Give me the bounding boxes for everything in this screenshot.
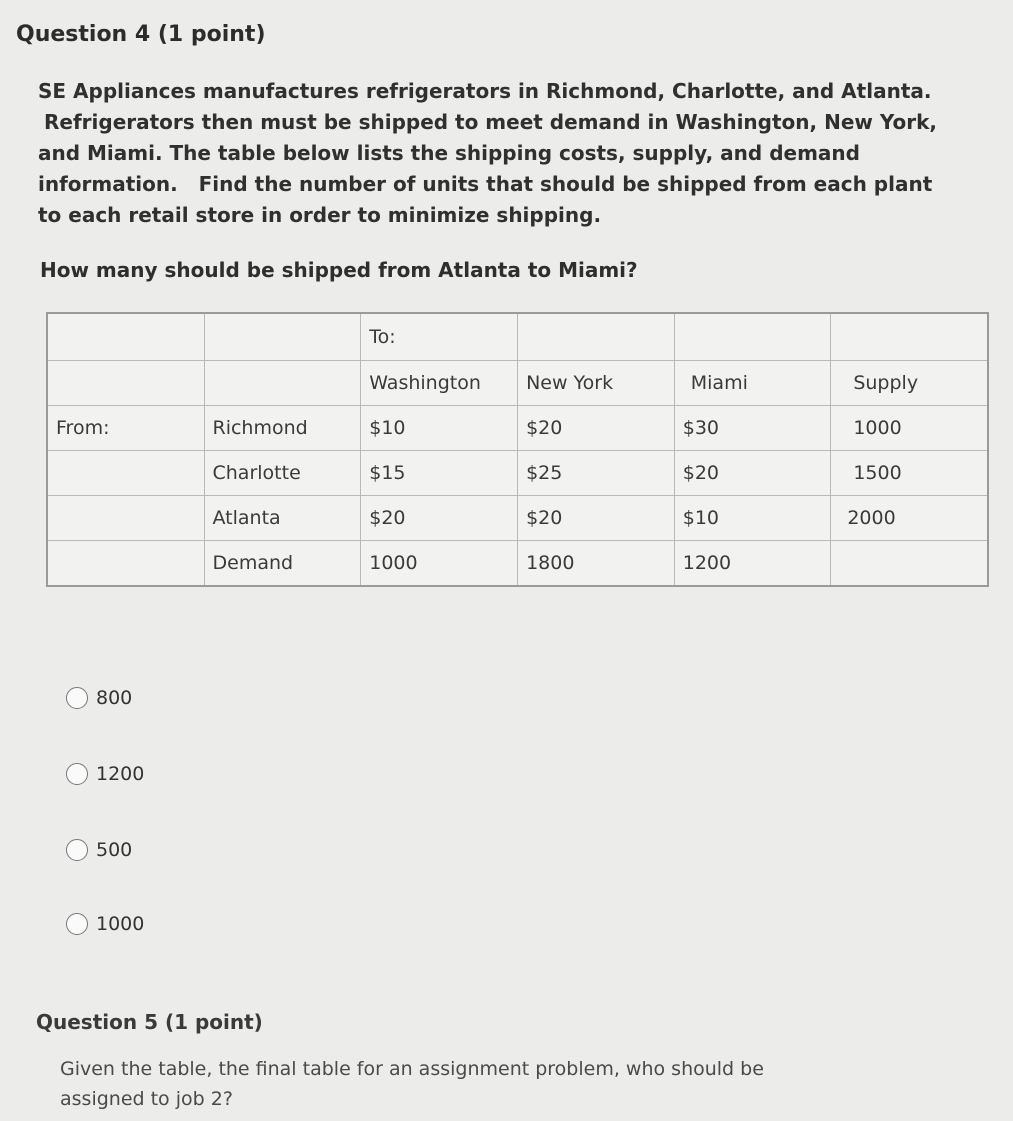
- question-4-body-line: Refrigerators then must be shipped to meet demand in Washington, New York,: [44, 110, 937, 134]
- table-cell-empty: [47, 541, 204, 587]
- question-4-body: [38, 76, 988, 231]
- table-cell-empty: [204, 313, 361, 361]
- question-5-body: [60, 1054, 960, 1114]
- row-label-demand: Demand: [204, 541, 361, 587]
- question-4-title: Question 4 (1 point): [16, 22, 266, 47]
- demand-cell: 1000: [361, 541, 518, 587]
- answer-option[interactable]: [66, 909, 144, 939]
- demand-cell: 1200: [674, 541, 831, 587]
- question-4-body-line: information. Find the number of units that should be shipped from each plant: [38, 172, 933, 196]
- radio-button[interactable]: [66, 763, 88, 785]
- question-4-prompt: How many should be shipped from Atlanta to Miami?: [40, 258, 638, 282]
- supply-cell: 2000: [831, 496, 988, 541]
- table-cell-empty: [831, 541, 988, 587]
- answer-option-label: 500: [96, 839, 133, 861]
- supply-cell: 1000: [831, 406, 988, 451]
- answer-option-label: 1000: [96, 913, 145, 935]
- table-cell-empty: [518, 313, 675, 361]
- answer-option-label: 800: [96, 687, 133, 709]
- cost-cell: $15: [361, 451, 518, 496]
- cost-cell: $20: [361, 496, 518, 541]
- table-cell-empty: [674, 313, 831, 361]
- cost-cell: $20: [674, 451, 831, 496]
- shipping-cost-table: [46, 312, 989, 587]
- cost-cell: $20: [518, 406, 675, 451]
- question-5-body-line: Given the table, the final table for an assignment problem, who should be: [60, 1058, 764, 1080]
- radio-button[interactable]: [66, 687, 88, 709]
- question-4-body-line: and Miami. The table below lists the shipping costs, supply, and demand: [38, 141, 860, 165]
- cost-cell: $30: [674, 406, 831, 451]
- column-header-supply: Supply: [831, 361, 988, 406]
- cost-cell: $25: [518, 451, 675, 496]
- supply-cell: 1500: [831, 451, 988, 496]
- column-header-new-york: New York: [518, 361, 675, 406]
- table-cell-empty: [47, 496, 204, 541]
- row-label-plant: Charlotte: [204, 451, 361, 496]
- cost-cell: $10: [361, 406, 518, 451]
- row-label-plant: Atlanta: [204, 496, 361, 541]
- table-header-row: [47, 361, 988, 406]
- demand-cell: 1800: [518, 541, 675, 587]
- row-label-plant: Richmond: [204, 406, 361, 451]
- answer-option[interactable]: [66, 683, 132, 713]
- cost-cell: $20: [518, 496, 675, 541]
- table-row: [47, 451, 988, 496]
- column-header-miami: Miami: [674, 361, 831, 406]
- table-cell-empty: [47, 313, 204, 361]
- question-5-body-line: assigned to job 2?: [60, 1088, 233, 1110]
- from-label: From:: [47, 406, 204, 451]
- to-label: To:: [361, 313, 518, 361]
- question-5-title: Question 5 (1 point): [36, 1010, 263, 1034]
- radio-button[interactable]: [66, 913, 88, 935]
- table-row: [47, 313, 988, 361]
- question-4-body-line: SE Appliances manufactures refrigerators in Richmond, Charlotte, and Atlanta.: [38, 79, 932, 103]
- question-4-body-line: to each retail store in order to minimize shipping.: [38, 203, 602, 227]
- table-cell-empty: [831, 313, 988, 361]
- table-cell-empty: [47, 451, 204, 496]
- radio-button[interactable]: [66, 839, 88, 861]
- table-row: [47, 496, 988, 541]
- answer-option[interactable]: [66, 759, 144, 789]
- column-header-washington: Washington: [361, 361, 518, 406]
- table-cell-empty: [204, 361, 361, 406]
- answer-option[interactable]: [66, 835, 132, 865]
- table-row: [47, 541, 988, 587]
- cost-cell: $10: [674, 496, 831, 541]
- table-cell-empty: [47, 361, 204, 406]
- table-row: [47, 406, 988, 451]
- answer-option-label: 1200: [96, 763, 145, 785]
